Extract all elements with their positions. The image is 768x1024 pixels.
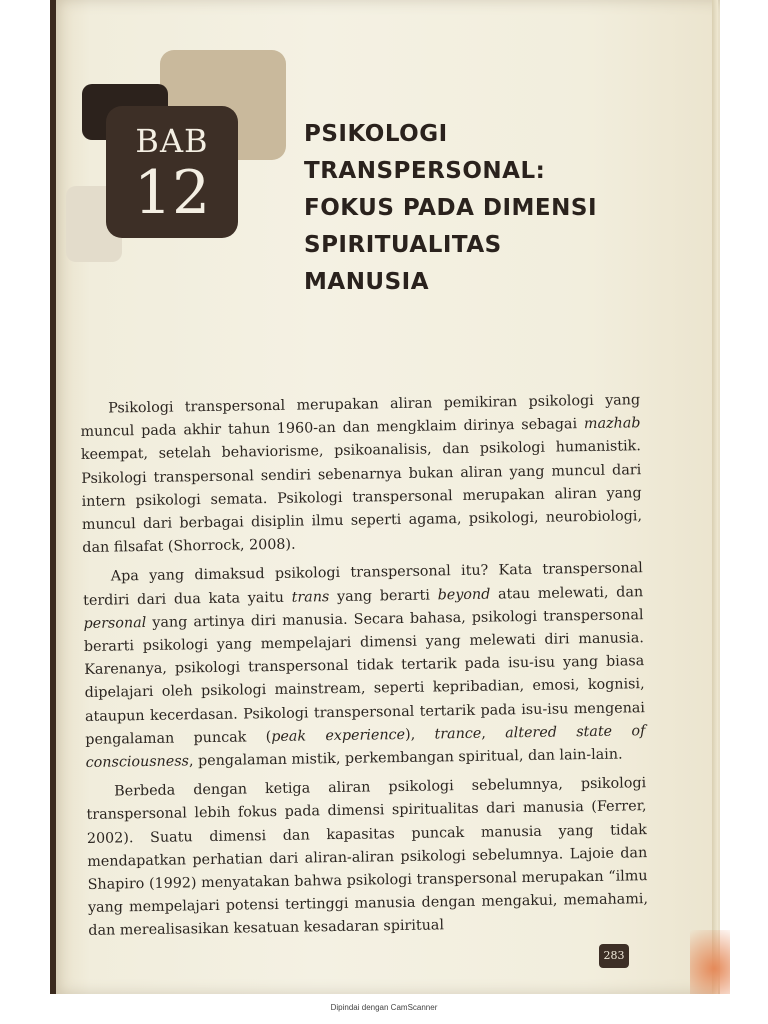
body-text (80, 389, 649, 949)
scan-margin (0, 0, 52, 996)
title-line: FOKUS PADA DIMENSI (304, 195, 597, 221)
page-number: 283 (599, 944, 629, 968)
book-spine-edge (50, 0, 56, 994)
paragraph: Berbeda dengan ketiga aliran psikologi sebelumnya, psikologi transpersonal lebih fokus pada dimensi spiritualitas dari manusia (Ferrer, 2002). Suatu dimensi dan kapasitas puncak manusia yang tidak mendapatkan perhatian dari aliran-aliran psikologi sebelumnya. Lajoie dan Shapiro (1992) menyatakan bahwa psikologi transpersonal merupakan “ilmu yang mempelajari potensi tertinggi manusia dengan mengakui, memahami, dan merealisasikan kesatuan kesadaran spiritual (86, 775, 649, 940)
finger-bleed (690, 930, 730, 994)
chapter-number: 12 (133, 158, 211, 228)
title-line: SPIRITUALITAS (304, 232, 502, 258)
chapter-label: BAB (135, 122, 209, 160)
title-line: PSIKOLOGI (304, 121, 448, 147)
chapter-badge (106, 106, 238, 238)
paragraph: Psikologi transpersonal merupakan aliran pemikiran psikologi yang muncul pada akhir tahun 1960-an dan mengklaim dirinya sebagai mazhab keempat, setelah behaviorisme, psikoanalisis, dan psikologi humanistik. Psikologi transpersonal sendiri sebenarnya bukan aliran yang muncul dari intern psikologi semata. Psikologi transpersonal merupakan aliran yang muncul dari berbagai disiplin ilmu seperti agama, psikologi, neurobiologi, dan filsafat (Shorrock, 2008). (80, 392, 643, 557)
chapter-title (304, 116, 644, 301)
page-right-edge (712, 0, 718, 994)
title-line: MANUSIA (304, 269, 430, 295)
paragraph: Apa yang dimaksud psikologi transpersonal itu? Kata transpersonal terdiri dari dua kata yaitu trans yang berarti beyond atau melewati, dan personal yang artinya diri manusia. Secara bahasa, psikologi transpersonal berarti psikologi yang mempelajari dimensi yang melewati diri manusia. Karenanya, psikologi transpersonal tidak tertarik pada isu-isu yang biasa dipelajari oleh psikologi mainstream, seperti kepribadian, emosi, kognisi, ataupun kecerdasan. Psikologi transpersonal tertarik pada isu-isu mengenai pengalaman puncak (peak experience), trance, altered state of consciousness, pengalaman mistik, perkembangan spiritual, dan lain-lain. (83, 560, 646, 772)
scanner-watermark: Dipindai dengan CamScanner (330, 1003, 438, 1012)
title-line: TRANSPERSONAL: (304, 158, 546, 184)
